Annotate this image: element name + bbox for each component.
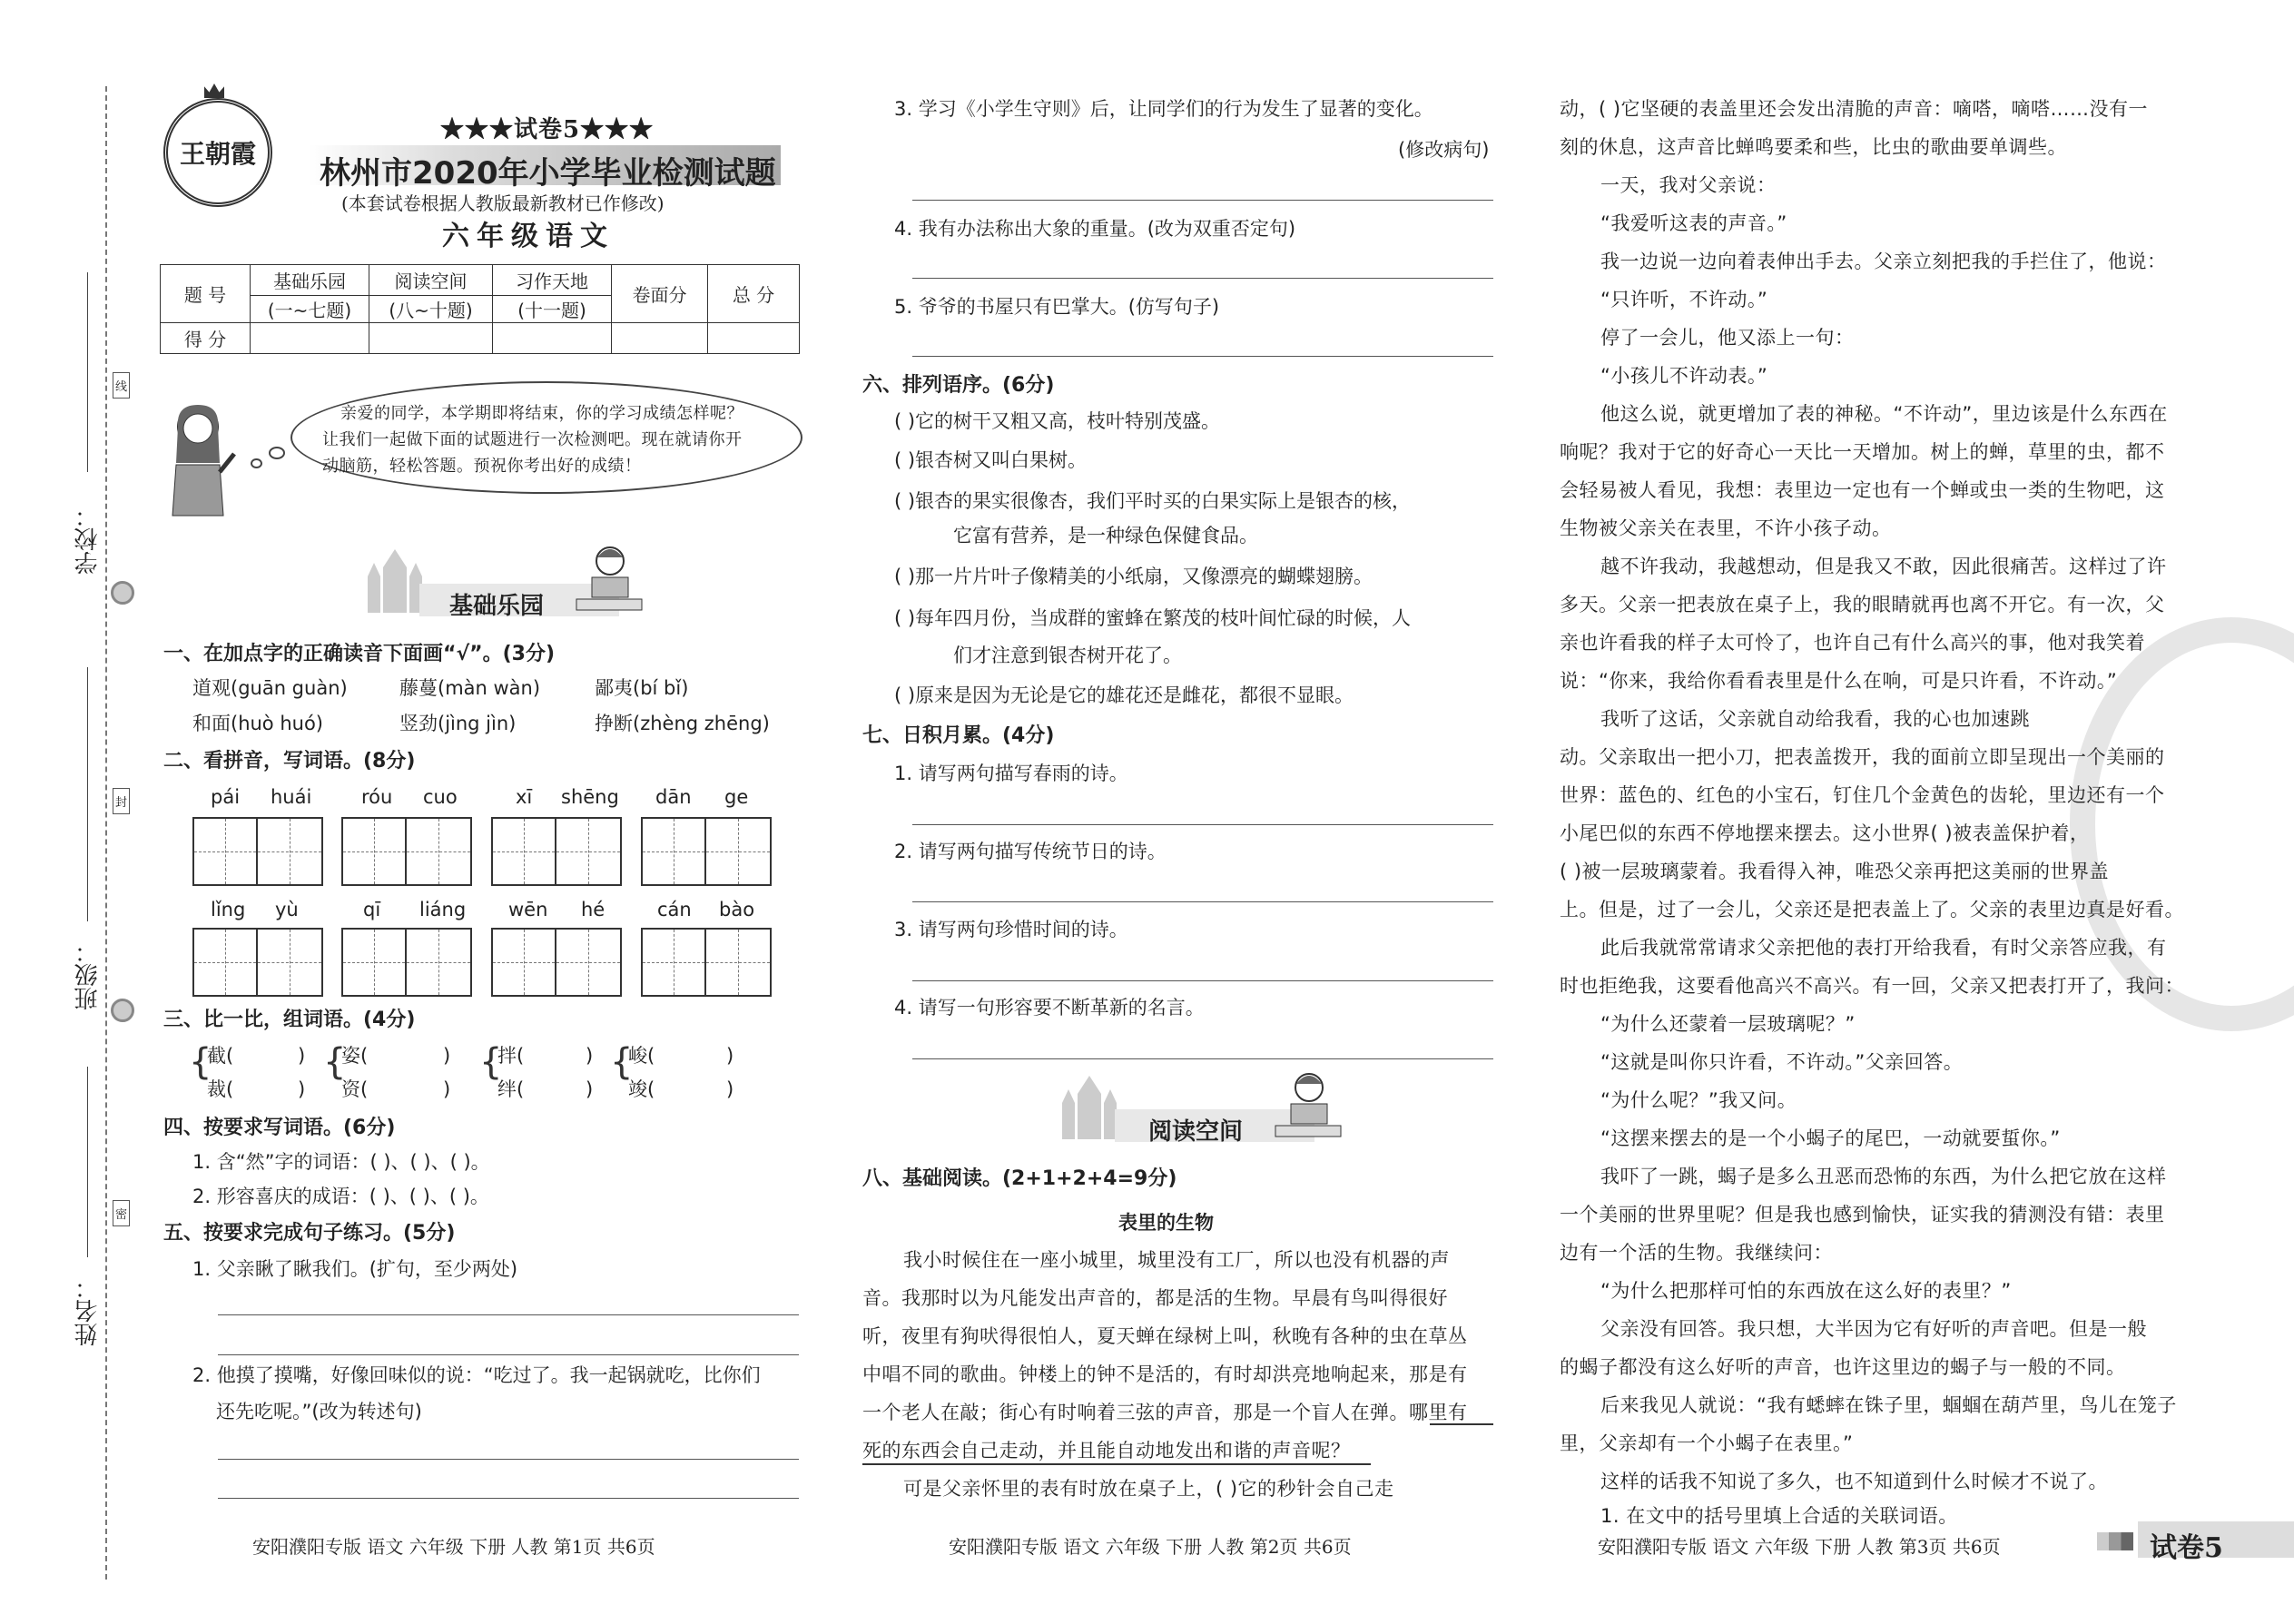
q1-item[interactable]: 鄙夷(bí bǐ) [595, 677, 689, 699]
answer-line[interactable] [912, 356, 1493, 357]
q7-item: 2. 请写两句描写传统节日的诗。 [894, 841, 1167, 862]
story-line: “为什么把那样可怕的东西放在这么好的表里？” [1600, 1280, 2012, 1302]
tianzi-grid[interactable] [341, 928, 472, 997]
story-line: 时也拒绝我，这要看他高兴不高兴。有一回，父亲又把表打开了，我问： [1560, 975, 2184, 997]
q6-item[interactable]: ( )银杏的果实很像杏，我们平时买的白果实际上是银杏的核， [894, 490, 1412, 512]
q5-item: 3. 学习《小学生守则》后，让同学们的行为发生了显著的变化。 [894, 98, 1433, 120]
pinyin: yù [275, 899, 299, 920]
q3-item[interactable]: 裁( [207, 1078, 234, 1100]
crown-icon [204, 84, 224, 98]
name-field[interactable] [87, 1067, 88, 1257]
story-line: 小尾巴似的东西不停地摆来摆去。这小世界( )被表盖保护着， [1560, 822, 2090, 844]
header-sub-cell: (一~七题) [251, 296, 369, 323]
pinyin: ge [724, 786, 749, 808]
pinyin: shēng [561, 786, 619, 808]
score-cell[interactable] [708, 323, 800, 354]
q6-item[interactable]: ( )银杏树又叫白果树。 [894, 449, 1088, 471]
story-line: 世界：蓝色的、红色的小宝石，钉住几个金黄色的齿轮，里边还有一个 [1560, 784, 2165, 806]
q3-item[interactable]: 截( [207, 1045, 234, 1067]
q6-title: 六、排列语序。(6分) [862, 374, 1055, 397]
q3-item[interactable]: 峻( [628, 1045, 655, 1067]
q4-title: 四、按要求写词语。(6分) [163, 1117, 396, 1139]
bubble-dot [251, 458, 262, 468]
pinyin: lǐng [211, 899, 246, 920]
story-line: 音。我那时以为凡能发出声音的，都是活的生物。早晨有鸟叫得很好 [862, 1287, 1448, 1309]
pinyin: róu [361, 786, 393, 808]
tianzi-grid[interactable] [341, 817, 472, 886]
story-line: 我一边说一边向着表伸出手去。父亲立刻把我的手拦住了，他说： [1600, 251, 2167, 272]
logo-emblem [163, 98, 272, 207]
story-line: 可是父亲怀里的表有时放在桌子上，( )它的秒针会自己走 [903, 1478, 1394, 1500]
answer-line[interactable] [218, 1498, 799, 1499]
story-line: 一个老人在敲；街心有时响着三弦的声音，那是一个盲人在弹。哪里有 [862, 1402, 1468, 1423]
class-field[interactable] [87, 667, 88, 921]
score-cell[interactable] [493, 323, 612, 354]
q1-item[interactable]: 和面(huò huó) [192, 713, 323, 734]
answer-line[interactable] [912, 200, 1493, 201]
q6-item[interactable]: ( )原来是因为无论是它的雄花还是雌花，都很不显眼。 [894, 684, 1354, 706]
story-line: 一个美丽的世界里呢？但是我也感到愉快，证实我的猜测没有错：表里 [1560, 1204, 2165, 1225]
q6-item[interactable]: ( )它的树干又粗又高，枝叶特别茂盛。 [894, 410, 1221, 432]
mark-seal: 封 [113, 788, 130, 814]
school-label: 学校： [74, 504, 102, 575]
pinyin: qī [363, 899, 381, 920]
q3-item[interactable]: 资( [341, 1078, 369, 1100]
score-cell[interactable] [612, 323, 708, 354]
school-field[interactable] [87, 272, 88, 472]
greeting-line: 动脑筋，轻松答题。预祝你考出好的成绩！ [322, 457, 642, 476]
story-line: “为什么呢？”我又问。 [1600, 1089, 1797, 1111]
pinyin: dān [655, 786, 692, 808]
story-line: 多天。父亲一把表放在桌子上，我的眼睛就再也离不开它。有一次，父 [1560, 594, 2165, 615]
q5-item: 还先吃呢。”(改为转述句) [216, 1401, 422, 1422]
story-line: 我小时候住在一座小城里，城里没有工厂，所以也没有机器的声 [903, 1249, 1450, 1271]
mark-seal2: 密 [113, 1200, 130, 1226]
story-line: 听，夜里有狗吠得很怕人，夏天蝉在绿树上叫，秋晚有各种的虫在草丛 [862, 1325, 1468, 1347]
cut-line [105, 86, 107, 1580]
story-line: 刻的休息，这声音比蝉鸣要柔和些，比虫的歌曲要单调些。 [1560, 136, 2067, 158]
q3-item[interactable]: 姿( [341, 1045, 369, 1067]
story-line: 边有一个活的生物。我继续问： [1560, 1242, 1833, 1264]
pinyin: pái [211, 786, 241, 808]
bubble-dot [269, 447, 285, 459]
q3-item[interactable]: 竣( [628, 1078, 655, 1100]
story-line: “我爱听这表的声音。” [1600, 212, 1787, 234]
story-line: 生物被父亲关在表里，不许小孩子动。 [1560, 517, 1892, 539]
q5-item: 2. 他摸了摸嘴，好像回味似的说：“吃过了。我一起锅就吃，比你们 [192, 1364, 761, 1386]
q3-item[interactable]: ) [586, 1078, 594, 1100]
q5-title: 五、按要求完成句子练习。(5分) [163, 1222, 456, 1245]
story-line: 上。但是，过了一会儿，父亲还是把表盖上了。父亲的表里边真是好看。 [1560, 899, 2184, 920]
story-line: 后来我见人就说：“我有蟋蟀在铢子里，蝈蝈在葫芦里，鸟儿在笼子 [1600, 1394, 2177, 1416]
greeting-line: 亲爱的同学，本学期即将结束，你的学习成绩怎样呢？ [340, 404, 743, 423]
q1-item[interactable]: 竖劲(jìng jìn) [399, 713, 517, 734]
pinyin: hé [581, 899, 605, 920]
pinyin: liáng [419, 899, 467, 920]
story-line: 死的东西会自己走动，并且能自动地发出和谐的声音呢？ [862, 1440, 1351, 1462]
q8-title: 八、基础阅读。(2+1+2+4=9分) [862, 1167, 1177, 1190]
pinyin: cuo [423, 786, 458, 808]
q3-item[interactable]: 绊( [497, 1078, 525, 1100]
header-sub-cell: (十一题) [493, 296, 612, 323]
tianzi-grid[interactable] [192, 928, 323, 997]
story-line: 父亲没有回答。我只想，大半因为它有好听的声音吧。但是一般 [1600, 1318, 2147, 1340]
story-line: 说：“你来，我给你看看表里是什么在响，可是只许看，不许动。” [1560, 670, 2118, 692]
pinyin: wēn [508, 899, 548, 920]
q5-item: 5. 爷爷的书屋只有巴掌大。(仿写句子) [894, 296, 1220, 318]
q6-item[interactable]: ( )那一片片叶子像精美的小纸扇，又像漂亮的蝴蝶翅膀。 [894, 566, 1373, 587]
story-line: 中唱不同的歌曲。钟楼上的钟不是活的，有时却洪亮地响起来，那是有 [862, 1363, 1468, 1385]
class-label: 班级： [74, 940, 102, 1010]
q7-item: 4. 请写一句形容要不断革新的名言。 [894, 997, 1205, 1019]
header-cell: 阅读空间 [369, 265, 493, 296]
banner-basic: 基础乐园 [449, 593, 545, 620]
castle-icon [1058, 1076, 1121, 1139]
q3-item[interactable]: ) [298, 1078, 306, 1100]
brace: { [610, 1041, 634, 1083]
story-line: 我吓了一跳，蝎子是多么丑恶而恐怖的东西，为什么把它放在这样 [1600, 1166, 2167, 1187]
pinyin: bào [719, 899, 755, 920]
header-cell: 总 分 [708, 265, 800, 323]
q1-title: 一、在加点字的正确读音下面画“√”。(3分) [163, 643, 556, 665]
q6-item[interactable]: ( )每年四月份，当成群的蜜蜂在繁茂的枝叶间忙碌的时候，人 [894, 607, 1412, 629]
q3-title: 三、比一比，组词语。(4分) [163, 1009, 416, 1031]
story-line: 停了一会儿，他又添上一句： [1600, 327, 1855, 349]
greeting-line: 让我们一起做下面的试题进行一次检测吧。现在就请你开 [322, 430, 743, 449]
binding-hole-icon [111, 581, 134, 605]
q3-item[interactable]: ) [726, 1045, 734, 1067]
binding-strip [0, 0, 136, 1624]
footer-page1: 安阳濮阳专版 语文 六年级 下册 人教 第1页 共6页 [252, 1536, 655, 1558]
tianzi-grid[interactable] [641, 928, 772, 997]
story-line: 越不许我动，我越想动，但是我又不敢，因此很痛苦。这样过了许 [1600, 556, 2167, 577]
q1-item[interactable]: 道观(guān guàn) [192, 677, 348, 699]
brace: { [479, 1041, 503, 1083]
story-line: 他这么说，就更增加了表的神秘。“不许动”，里边该是什么东西在 [1600, 403, 2168, 425]
score-table [160, 264, 800, 354]
paper-tag: 试卷5 [2150, 1532, 2223, 1564]
tianzi-grid[interactable] [491, 928, 622, 997]
story-line: 会轻易被人看见，我想：表里边一定也有一个蝉或虫一类的生物吧，这 [1560, 479, 2165, 501]
brace: { [323, 1041, 347, 1083]
story-line: 亲也许看我的样子太可怜了，也许自己有什么高兴的事，他对我笑着 [1560, 632, 2145, 654]
q3-item[interactable]: ) [443, 1045, 451, 1067]
question-line: 1. 在文中的括号里填上合适的关联词语。 [1600, 1505, 1958, 1527]
story-line: “只许听，不许动。” [1600, 289, 1768, 310]
score-cell[interactable] [369, 323, 493, 354]
footer-page2: 安阳濮阳专版 语文 六年级 下册 人教 第2页 共6页 [949, 1536, 1352, 1558]
binding-hole-icon [111, 999, 134, 1022]
story-line: 的蝎子都没有这么好听的声音，也许这里边的蝎子与一般的不同。 [1560, 1356, 2126, 1378]
q5-item: 4. 我有办法称出大象的重量。(改为双重否定句) [894, 218, 1296, 240]
q5-item: 1. 父亲瞅了瞅我们。(扩句，至少两处) [192, 1258, 518, 1280]
header-cell: 基础乐园 [251, 265, 369, 296]
underline-mark [1430, 1423, 1493, 1425]
header-cell: 题 号 [161, 265, 251, 323]
q6-item-cont: 们才注意到银杏树开花了。 [953, 645, 1182, 666]
story-line: “为什么还蒙着一层玻璃呢？” [1600, 1013, 1856, 1035]
q7-item: 3. 请写两句珍惜时间的诗。 [894, 919, 1128, 940]
story-line: 一天，我对父亲说： [1600, 174, 1777, 196]
header-cell: 卷面分 [612, 265, 708, 323]
story-line: 动。父亲取出一把小刀，把表盖拨开，我的面前立即呈现出一个美丽的 [1560, 746, 2165, 768]
story-line: 动，( )它坚硬的表盖里还会发出清脆的声音：嘀嗒，嘀嗒……没有一 [1560, 98, 2149, 120]
subject-title: 六年级语文 [442, 221, 615, 252]
q2-title: 二、看拼音，写词语。(8分) [163, 750, 416, 773]
q3-item[interactable]: ) [726, 1078, 734, 1100]
logo-text: 王朝霞 [179, 139, 256, 169]
answer-line[interactable] [912, 980, 1493, 981]
q1-item[interactable]: 藤蔓(màn wàn) [399, 677, 541, 699]
tag-stripes [2097, 1532, 2133, 1550]
girl-teacher-icon [163, 399, 236, 517]
q3-item[interactable]: ) [443, 1078, 451, 1100]
answer-line[interactable] [912, 901, 1493, 902]
q3-item[interactable]: 拌( [497, 1045, 525, 1067]
answer-line[interactable] [912, 824, 1493, 825]
q3-item[interactable]: ) [298, 1045, 306, 1067]
header-sub-cell: (八~十题) [369, 296, 493, 323]
story-line: ( )被一层玻璃蒙着。我看得入神，唯恐父亲再把这美丽的世界盖 [1560, 861, 2110, 882]
tianzi-grid[interactable] [641, 817, 772, 886]
answer-line[interactable] [912, 278, 1493, 279]
story-line: “这就是叫你只许看，不许动。”父亲回答。 [1600, 1051, 1964, 1073]
q4-item[interactable]: 1. 含“然”字的词语：( )、( )、( )。 [192, 1151, 490, 1173]
footer-page3: 安阳濮阳专版 语文 六年级 下册 人教 第3页 共6页 [1598, 1536, 2001, 1558]
boy-reading-icon [1271, 1071, 1344, 1139]
castle-icon [363, 549, 427, 613]
q5-hint: (修改病句) [1398, 139, 1490, 161]
q7-item: 1. 请写两句描写春雨的诗。 [894, 763, 1128, 784]
answer-line[interactable] [218, 1459, 799, 1460]
boy-reading-icon [572, 545, 645, 613]
q4-item[interactable]: 2. 形容喜庆的成语：( )、( )、( )。 [192, 1186, 489, 1207]
pinyin: huái [271, 786, 312, 808]
brace: { [189, 1041, 212, 1083]
paper-number: ★★★试卷5★★★ [440, 116, 655, 143]
q7-title: 七、日积月累。(4分) [862, 724, 1055, 747]
story-line: 响呢？我对于它的好奇心一天比一天增加。树上的蝉，草里的虫，都不 [1560, 441, 2165, 463]
score-cell[interactable] [251, 323, 369, 354]
story-line: 此后我就常常请求父亲把他的表打开给我看，有时父亲答应我，有 [1600, 937, 2167, 959]
answer-line[interactable] [218, 1354, 799, 1355]
score-row-label: 得 分 [161, 323, 251, 354]
pinyin: xī [516, 786, 533, 808]
answer-line[interactable] [912, 1058, 1493, 1059]
name-label: 姓名： [74, 1275, 102, 1346]
story-line: “小孩儿不许动表。” [1600, 365, 1768, 387]
answer-line[interactable] [218, 1314, 799, 1315]
exam-subtitle: (本套试卷根据人教版最新教材已作修改) [341, 192, 665, 214]
q1-item[interactable]: 挣断(zhèng zhēng) [595, 713, 770, 734]
story-line: 里，父亲却有一个小蝎子在表里。” [1560, 1432, 1854, 1454]
story-title: 表里的生物 [1118, 1212, 1214, 1234]
q6-item-cont: 它富有营养，是一种绿色保健食品。 [953, 525, 1258, 546]
tianzi-grid[interactable] [491, 817, 622, 886]
story-line: 这样的话我不知说了多久，也不知道到什么时候才不说了。 [1600, 1471, 2108, 1492]
story-line: “这摆来摆去的是一个小蝎子的尾巴，一动就要蜇你。” [1600, 1127, 2061, 1149]
story-line: 我听了这话，父亲就自动给我看，我的心也加速跳 [1600, 708, 2030, 730]
underline-mark [862, 1463, 1371, 1465]
pinyin: cán [657, 899, 692, 920]
q3-item[interactable]: ) [586, 1045, 594, 1067]
mark-line: 线 [113, 372, 130, 399]
banner-reading: 阅读空间 [1148, 1118, 1244, 1146]
tianzi-grid[interactable] [192, 817, 323, 886]
exam-title: 林州市2020年小学毕业检测试题 [320, 155, 776, 192]
header-cell: 习作天地 [493, 265, 612, 296]
